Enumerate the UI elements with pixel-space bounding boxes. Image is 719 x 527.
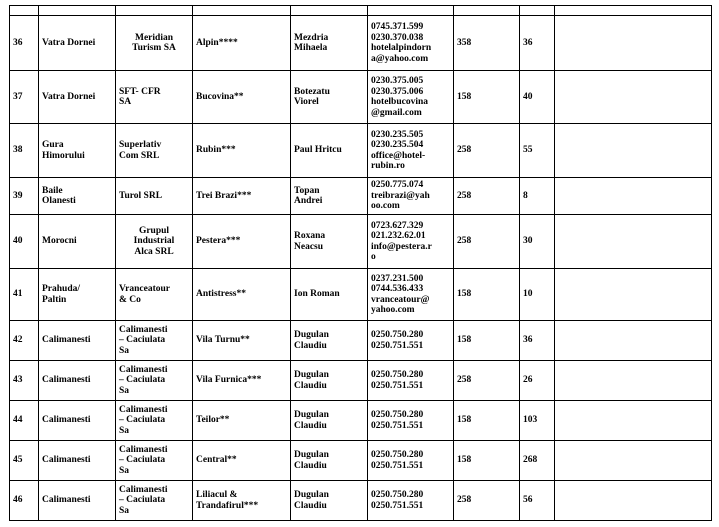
cell-firma <box>116 124 193 178</box>
cell-contact <box>291 124 368 178</box>
cell-contact <box>291 401 368 441</box>
cell-obs <box>555 401 712 441</box>
cell-telefon-line: 0250.750.280 <box>371 330 424 340</box>
cell-pret <box>454 215 520 269</box>
cell-pret <box>454 361 520 401</box>
cell-localitate-line: Calimanesti <box>42 455 91 466</box>
cell-nr-line: 46 <box>13 495 23 506</box>
cell-firma-line: SA <box>119 97 132 107</box>
cell-telefon-line: 0237.231.500 <box>371 273 424 284</box>
table-row <box>10 215 712 269</box>
cell-telefon-line: 0250.751.551 <box>371 420 424 431</box>
cell-pret-line: 258 <box>457 375 472 386</box>
table-row <box>10 361 712 401</box>
table-row <box>10 16 712 71</box>
cell-firma <box>116 215 193 269</box>
cell-telefon-line: 0723.627.329 <box>371 220 424 231</box>
cell-firma-line: SFT- CFR <box>119 86 161 97</box>
cell-obs <box>555 215 712 269</box>
cell-nr <box>10 441 39 481</box>
cell-localitate-line: Olanesti <box>42 196 76 206</box>
cell-localitate-line: Paltin <box>42 294 67 305</box>
cell-unitate <box>193 178 291 215</box>
cell-nr <box>10 215 39 269</box>
cell-unitate <box>193 215 291 269</box>
cell-obs <box>555 441 712 481</box>
cell-pret <box>454 71 520 124</box>
cell-contact <box>291 71 368 124</box>
cell-firma-line: & Co <box>119 294 141 305</box>
cell-localitate-line: Calimanesti <box>42 335 91 346</box>
cell-pret-line: 258 <box>457 495 472 506</box>
cell-localitate-line: Calimanesti <box>42 415 91 426</box>
cell-obs <box>555 124 712 178</box>
cell-contact-line: Topan <box>294 185 320 196</box>
cell-firma <box>116 361 193 401</box>
table-header-row <box>10 6 712 16</box>
cell-telefon <box>368 178 454 215</box>
cell-locuri <box>520 124 555 178</box>
table-row <box>10 269 712 321</box>
header-cell-obs <box>555 6 712 16</box>
cell-unitate-line: Rubin*** <box>196 145 236 156</box>
cell-firma-line: Calimanesti <box>119 404 168 415</box>
cell-firma-line: – Caciulata <box>119 455 166 466</box>
cell-firma <box>116 178 193 215</box>
cell-nr <box>10 321 39 361</box>
cell-telefon-line: 0250.751.551 <box>371 340 424 351</box>
header-cell-firma <box>116 6 193 16</box>
cell-locuri <box>520 401 555 441</box>
cell-pret-line: 258 <box>457 145 472 156</box>
cell-locuri-line: 36 <box>523 37 533 48</box>
cell-locuri-line: 30 <box>523 236 533 247</box>
cell-firma <box>116 16 193 71</box>
cell-telefon <box>368 269 454 321</box>
cell-telefon-line: 0250.750.280 <box>371 410 424 420</box>
cell-telefon <box>368 215 454 269</box>
cell-firma-line: – Caciulata <box>119 375 166 386</box>
cell-unitate-line: Alpin**** <box>196 37 238 48</box>
cell-unitate <box>193 441 291 481</box>
cell-pret <box>454 401 520 441</box>
cell-telefon-line: 0745.371.599 <box>371 22 424 32</box>
cell-pret <box>454 441 520 481</box>
cell-firma-line: Sa <box>119 505 130 516</box>
cell-telefon-line: 0230.235.504 <box>371 140 424 150</box>
cell-telefon-line: 0230.370.038 <box>371 32 424 43</box>
cell-locuri <box>520 481 555 521</box>
cell-localitate-line: Prahuda/ <box>42 284 81 294</box>
cell-localitate-line: Morocni <box>42 236 77 247</box>
cell-pret-line: 158 <box>457 91 472 102</box>
cell-nr-line: 44 <box>13 415 23 426</box>
cell-contact-line: Dugulan <box>294 330 329 340</box>
header-cell-contact <box>291 6 368 16</box>
cell-nr <box>10 269 39 321</box>
cell-contact-line: Claudiu <box>294 420 327 431</box>
cell-locuri <box>520 441 555 481</box>
cell-telefon-line: 0250.750.280 <box>371 490 424 500</box>
cell-telefon-line: 0250.750.280 <box>371 450 424 460</box>
cell-obs <box>555 361 712 401</box>
cell-pret <box>454 16 520 71</box>
cell-telefon <box>368 441 454 481</box>
cell-locuri <box>520 361 555 401</box>
cell-contact-line: Viorel <box>294 97 319 107</box>
cell-telefon <box>368 361 454 401</box>
cell-telefon <box>368 321 454 361</box>
cell-contact <box>291 321 368 361</box>
cell-telefon-line: 0744.536.433 <box>371 284 424 294</box>
cell-locuri-line: 103 <box>523 415 538 426</box>
cell-localitate-line: Vatra Dornei <box>42 37 96 48</box>
cell-telefon-line: 0250.750.280 <box>371 370 424 380</box>
cell-telefon-line: treibrazi@yah <box>371 190 430 201</box>
cell-telefon-line: 0250.775.074 <box>371 180 424 191</box>
cell-firma-line: Sa <box>119 345 130 356</box>
cell-localitate-line: Baile <box>42 185 63 196</box>
cell-localitate <box>39 361 116 401</box>
cell-contact-line: Dugulan <box>294 410 329 420</box>
cell-locuri <box>520 71 555 124</box>
cell-nr-line: 38 <box>13 145 23 156</box>
cell-contact-line: Mihaela <box>294 43 328 53</box>
cell-localitate <box>39 124 116 178</box>
cell-firma-line: Vranceatour <box>119 284 171 294</box>
cell-unitate <box>193 16 291 71</box>
cell-locuri-line: 55 <box>523 145 533 156</box>
cell-unitate <box>193 361 291 401</box>
cell-pret-line: 258 <box>457 190 472 201</box>
cell-pret-line: 258 <box>457 236 472 247</box>
cell-firma <box>116 441 193 481</box>
cell-telefon <box>368 16 454 71</box>
cell-contact <box>291 441 368 481</box>
header-cell-nr <box>10 6 39 16</box>
cell-nr <box>10 481 39 521</box>
cell-unitate-line: Pestera*** <box>196 236 241 247</box>
cell-contact-line: Mezdria <box>294 32 329 43</box>
cell-locuri-line: 36 <box>523 335 533 346</box>
cell-localitate <box>39 481 116 521</box>
cell-firma-line: Industrial <box>133 236 175 247</box>
cell-contact-line: Claudiu <box>294 500 327 511</box>
cell-obs <box>555 178 712 215</box>
cell-firma-line: Calimanesti <box>119 364 168 375</box>
cell-contact-line: Claudiu <box>294 380 327 391</box>
cell-nr <box>10 178 39 215</box>
cell-telefon-line: yahoo.com <box>371 305 415 315</box>
cell-nr-line: 37 <box>13 91 23 102</box>
cell-unitate-line: Teilor** <box>196 415 230 426</box>
cell-localitate-line: Calimanesti <box>42 495 91 506</box>
table-row <box>10 481 712 521</box>
cell-contact-line: Botezatu <box>294 86 330 97</box>
header-cell-pret <box>454 6 520 16</box>
cell-firma-line: Turol SRL <box>119 190 163 201</box>
cell-contact <box>291 215 368 269</box>
cell-contact-line: Dugulan <box>294 450 329 460</box>
cell-localitate <box>39 16 116 71</box>
cell-firma-line: Meridian <box>135 32 173 43</box>
cell-firma-line: Grupul <box>138 225 170 236</box>
cell-telefon-line: 0230.375.005 <box>371 76 424 86</box>
cell-firma-line: – Caciulata <box>119 495 166 506</box>
cell-telefon <box>368 401 454 441</box>
cell-nr <box>10 16 39 71</box>
cell-pret <box>454 124 520 178</box>
cell-telefon-line: rubin.ro <box>371 161 405 171</box>
cell-pret-line: 158 <box>457 289 472 300</box>
cell-unitate-line: Antistress** <box>196 289 246 300</box>
cell-firma-line: Turism SA <box>132 43 176 53</box>
cell-telefon-line: 0250.751.551 <box>371 500 424 511</box>
cell-localitate-line: Gura <box>42 140 64 150</box>
cell-localitate <box>39 401 116 441</box>
cell-obs <box>555 269 712 321</box>
cell-firma-line: Calimanesti <box>119 444 168 455</box>
cell-pret <box>454 321 520 361</box>
cell-telefon-line: a@yahoo.com <box>371 53 429 64</box>
cell-telefon-line: oo.com <box>371 201 400 212</box>
cell-unitate-line: Trandafirul*** <box>196 500 259 511</box>
cell-nr-line: 43 <box>13 375 23 386</box>
header-cell-telefon <box>368 6 454 16</box>
cell-unitate-line: Vila Furnica*** <box>196 375 262 386</box>
cell-firma <box>116 481 193 521</box>
cell-firma-line: Sa <box>119 425 130 436</box>
cell-localitate-line: Vatra Dornei <box>42 91 96 102</box>
cell-telefon-line: vranceatour@ <box>371 294 430 305</box>
cell-telefon-line: 0250.751.551 <box>371 380 424 391</box>
table-body <box>10 6 712 521</box>
accommodation-table-wrapper <box>9 5 712 521</box>
cell-locuri <box>520 178 555 215</box>
cell-contact <box>291 269 368 321</box>
cell-firma-line: Superlativ <box>119 140 162 150</box>
cell-unitate <box>193 269 291 321</box>
cell-nr-line: 40 <box>13 236 23 247</box>
cell-nr <box>10 124 39 178</box>
table-row <box>10 178 712 215</box>
cell-localitate-line: Calimanesti <box>42 375 91 386</box>
cell-localitate <box>39 321 116 361</box>
table-row <box>10 401 712 441</box>
cell-locuri-line: 8 <box>523 190 528 201</box>
cell-locuri <box>520 16 555 71</box>
cell-nr-line: 42 <box>13 335 23 346</box>
table-row <box>10 321 712 361</box>
cell-unitate <box>193 71 291 124</box>
cell-locuri-line: 268 <box>523 455 538 466</box>
cell-firma <box>116 321 193 361</box>
cell-pret <box>454 481 520 521</box>
cell-pret <box>454 178 520 215</box>
cell-locuri <box>520 269 555 321</box>
cell-localitate <box>39 215 116 269</box>
cell-localitate <box>39 178 116 215</box>
cell-nr <box>10 361 39 401</box>
cell-pret <box>454 269 520 321</box>
cell-firma-line: Alca SRL <box>134 246 174 257</box>
cell-firma-line: Com SRL <box>119 150 160 161</box>
cell-nr-line: 45 <box>13 455 23 466</box>
accommodation-table <box>9 5 712 521</box>
cell-obs <box>555 481 712 521</box>
cell-telefon-line: 021.232.62.01 <box>371 231 426 241</box>
cell-unitate-line: Central** <box>196 455 237 466</box>
cell-locuri-line: 10 <box>523 289 533 300</box>
cell-locuri <box>520 321 555 361</box>
cell-telefon-line: info@pestera.r <box>371 241 432 252</box>
cell-firma <box>116 401 193 441</box>
cell-contact-line: Ion Roman <box>294 289 340 300</box>
cell-localitate <box>39 71 116 124</box>
cell-firma <box>116 269 193 321</box>
cell-nr <box>10 401 39 441</box>
table-row <box>10 71 712 124</box>
header-cell-locuri <box>520 6 555 16</box>
cell-telefon-line: hotelbucovina <box>371 97 429 107</box>
cell-locuri <box>520 215 555 269</box>
cell-nr <box>10 71 39 124</box>
cell-locuri-line: 26 <box>523 375 533 386</box>
cell-unitate-line: Trei Brazi*** <box>196 190 252 201</box>
cell-contact-line: Dugulan <box>294 370 329 380</box>
cell-telefon <box>368 124 454 178</box>
cell-firma-line: – Caciulata <box>119 415 166 426</box>
cell-localitate <box>39 441 116 481</box>
cell-firma-line: Calimanesti <box>119 324 168 335</box>
cell-telefon-line: @gmail.com <box>371 107 422 118</box>
cell-contact <box>291 481 368 521</box>
cell-obs <box>555 321 712 361</box>
cell-contact-line: Claudiu <box>294 460 327 471</box>
cell-telefon-line: 0230.375.006 <box>371 86 424 97</box>
cell-telefon-line: 0250.751.551 <box>371 460 424 471</box>
cell-telefon-line: 0230.235.505 <box>371 129 424 140</box>
cell-nr-line: 39 <box>13 190 23 201</box>
cell-unitate <box>193 401 291 441</box>
cell-telefon-line: o <box>371 252 376 262</box>
cell-firma-line: Calimanesti <box>119 484 168 495</box>
cell-contact-line: Andrei <box>294 196 323 206</box>
cell-unitate-line: Vila Turnu** <box>196 335 250 346</box>
cell-unitate-line: Liliacul & <box>196 490 238 500</box>
cell-contact-line: Roxana <box>294 231 326 241</box>
cell-firma-line: – Caciulata <box>119 335 166 346</box>
cell-locuri-line: 56 <box>523 495 533 506</box>
cell-telefon <box>368 71 454 124</box>
cell-obs <box>555 71 712 124</box>
cell-obs <box>555 16 712 71</box>
cell-contact-line: Dugulan <box>294 490 329 500</box>
cell-pret-line: 158 <box>457 455 472 466</box>
cell-contact-line: Claudiu <box>294 340 327 351</box>
header-cell-localitate <box>39 6 116 16</box>
cell-contact-line: Paul Hritcu <box>294 145 342 156</box>
cell-pret-line: 158 <box>457 415 472 426</box>
cell-telefon-line: office@hotel- <box>371 150 426 161</box>
cell-firma <box>116 71 193 124</box>
cell-unitate <box>193 321 291 361</box>
cell-nr-line: 36 <box>13 37 23 48</box>
cell-nr-line: 41 <box>13 289 23 300</box>
cell-pret-line: 158 <box>457 335 472 346</box>
header-cell-unitate <box>193 6 291 16</box>
cell-firma-line: Sa <box>119 385 130 396</box>
cell-firma-line: Sa <box>119 465 130 476</box>
cell-locuri-line: 40 <box>523 91 533 102</box>
cell-unitate <box>193 124 291 178</box>
cell-contact <box>291 178 368 215</box>
cell-pret-line: 358 <box>457 37 472 48</box>
cell-localitate-line: Himorului <box>42 150 85 161</box>
cell-telefon-line: hotelalpindorn <box>371 43 432 53</box>
table-row <box>10 124 712 178</box>
cell-telefon <box>368 481 454 521</box>
cell-contact <box>291 16 368 71</box>
cell-unitate-line: Bucovina** <box>196 91 244 102</box>
cell-contact <box>291 361 368 401</box>
cell-localitate <box>39 269 116 321</box>
table-row <box>10 441 712 481</box>
cell-contact-line: Neacsu <box>294 241 324 252</box>
cell-unitate <box>193 481 291 521</box>
